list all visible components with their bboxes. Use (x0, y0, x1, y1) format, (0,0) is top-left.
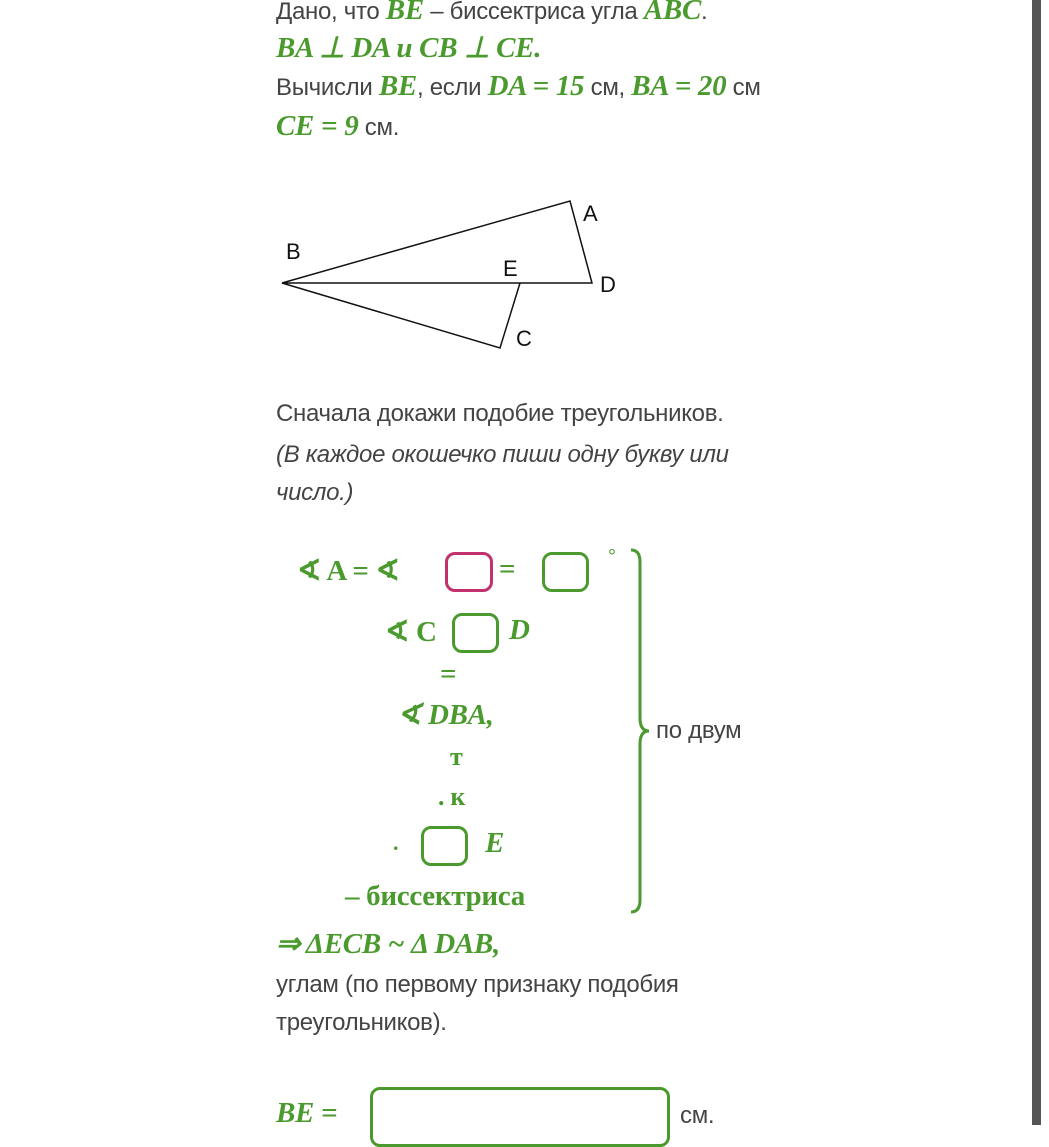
row7-dot: . (393, 830, 399, 855)
row8: – биссектриса (345, 880, 525, 912)
right-brace-icon (625, 548, 655, 918)
angle-input-1[interactable] (445, 552, 493, 592)
conclusion: ⇒ ΔECB ~ Δ DAB, (276, 928, 500, 960)
row5: т (450, 742, 463, 771)
problem-line-4: CE = 9 см. (276, 110, 400, 142)
row4: ∢ DBA, (397, 699, 494, 731)
label-b: B (286, 239, 301, 264)
label-a: A (583, 201, 598, 226)
row7-e: E (485, 827, 505, 859)
step-hint: (В каждое окошечко пиши одну букву или число.) (276, 441, 729, 506)
brace-label: по двум (656, 717, 742, 744)
row6: . к (438, 782, 466, 811)
step-instruction: Сначала докажи подобие треугольников. (276, 400, 724, 427)
row3: = (440, 658, 457, 690)
row2-suffix: D (509, 614, 530, 646)
row1-prefix: ∢ A = ∢ (297, 555, 400, 587)
answer-unit: см. (680, 1102, 715, 1129)
geometry-diagram (0, 0, 1049, 400)
row1-eq: = (499, 553, 516, 585)
be-answer-input[interactable] (370, 1087, 670, 1147)
scrollbar[interactable] (1032, 0, 1041, 1125)
row2-prefix: ∢ C (385, 616, 437, 648)
problem-line-3: Вычисли BE, если DA = 15 см, BA = 20 см (276, 70, 761, 102)
angle-input-2[interactable] (452, 613, 499, 653)
angle-degrees-input[interactable] (542, 552, 589, 592)
problem-line-1: Дано, что BE – биссектриса угла ABC. (276, 0, 708, 26)
degree-sign: ° (608, 546, 616, 568)
answer-label: BE = (276, 1097, 338, 1129)
label-c: C (516, 326, 532, 351)
problem-line-2: BA ⊥ DA и CB ⊥ CE. (276, 32, 542, 64)
label-d: D (600, 272, 616, 297)
label-e: E (503, 256, 518, 281)
conclusion-reason: углам (по первому признаку подобия треугольников). (276, 971, 679, 1036)
bisector-input[interactable] (421, 826, 468, 866)
